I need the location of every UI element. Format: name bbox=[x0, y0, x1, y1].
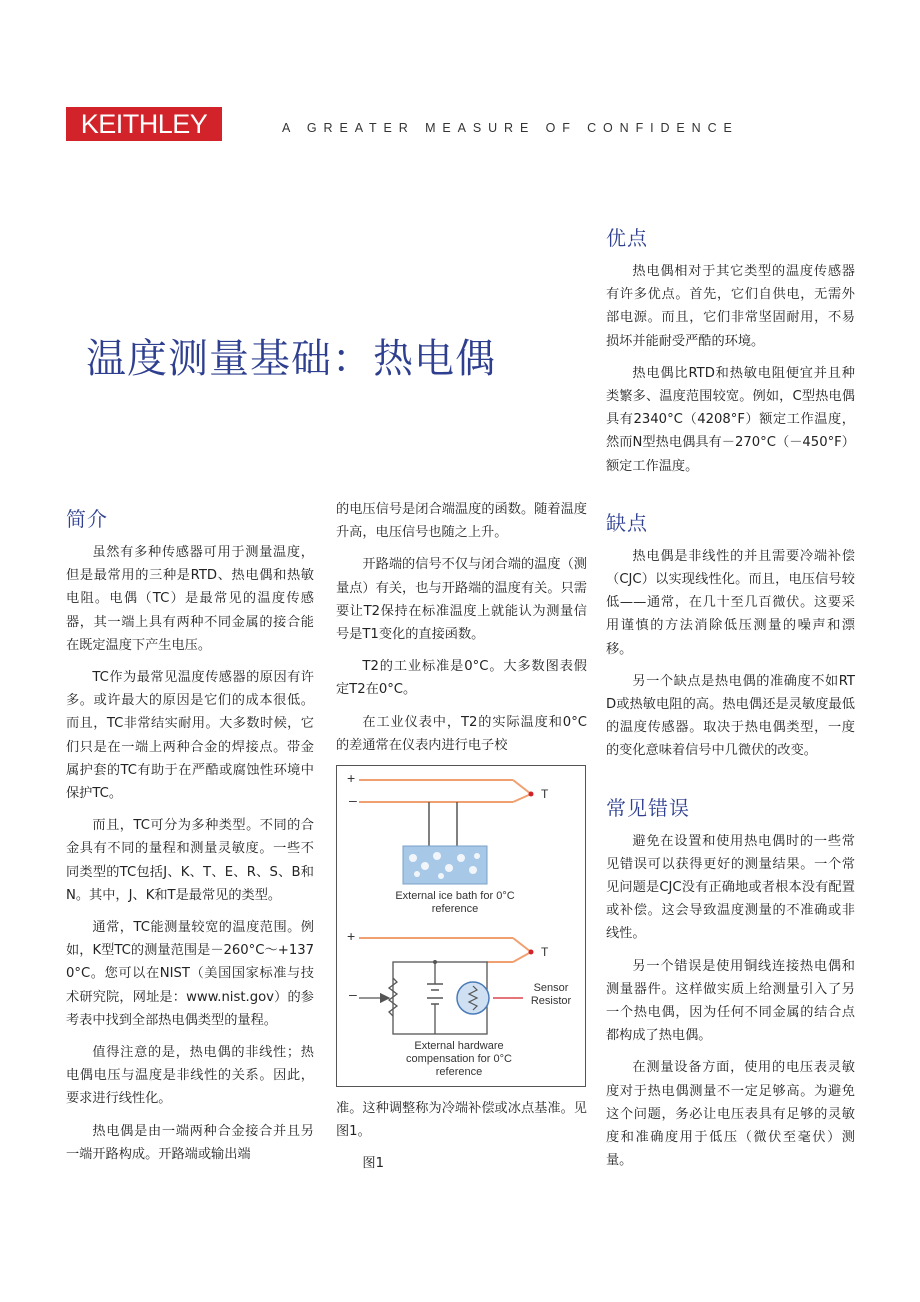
intro-paragraph-3: 而且，TC可分为多种类型。不同的合金具有不同的量程和测量灵敏度。一些不同类型的TC包括J、K、T、E、R、S、B和N。其中，J、K和T是最常见的类型。 bbox=[66, 818, 314, 903]
fig-plus-top: + bbox=[347, 770, 356, 787]
fig-minus-top: – bbox=[349, 792, 357, 809]
tagline: A GREATER MEASURE OF CONFIDENCE bbox=[282, 121, 739, 135]
middle-paragraph-2: 开路端的信号不仅与闭合端的温度（测量点）有关，也与开路端的温度有关。只需要让T2保持在标准温度上就能认为测量信号是T1变化的直接函数。 bbox=[336, 557, 587, 643]
fig-t-bottom: T bbox=[541, 945, 549, 960]
figure-caption: 图1 bbox=[362, 1156, 384, 1172]
disadvantages-heading: 缺点 bbox=[606, 510, 648, 535]
top-junction-dot bbox=[529, 792, 534, 797]
intro-paragraph-2: TC作为最常见温度传感器的原因有许多。或许最大的原因是它们的成本很低。而且，TC非常结实耐用。大多数时候，它们只是在一端上两种合金的焊接点。带金属护套的TC有助于在严酷或腐蚀性环境中保护TC。 bbox=[66, 670, 314, 802]
middle-paragraph-4: 在工业仪表中，T2的实际温度和0°C的差通常在仪表内进行电子校 bbox=[336, 714, 587, 753]
fig-hw-label: External hardware compensation for 0°C reference bbox=[406, 1040, 512, 1079]
figure-1-diagram bbox=[336, 765, 586, 1087]
keithley-logo: KEITHLEY bbox=[66, 107, 222, 141]
column-right bbox=[606, 222, 855, 1182]
fig-sensor-label: Sensor Resistor bbox=[530, 982, 572, 1008]
intro-paragraph-5: 值得注意的是，热电偶的非线性；热电偶电压与温度是非线性的关系。因此，要求进行线性化。 bbox=[66, 1045, 314, 1107]
column-intro bbox=[66, 503, 314, 1175]
ice-bath-icon bbox=[403, 846, 487, 884]
intro-paragraph-1: 虽然有多种传感器可用于测量温度，但是最常用的三种是RTD、热电偶和热敏电阻。电偶（TC）是最常见的温度传感器，其一端上具有两种不同金属的接合能在既定温度下产生电压。 bbox=[66, 545, 314, 653]
bottom-junction bbox=[513, 938, 531, 962]
column-middle bbox=[336, 498, 587, 1185]
fig-t-top: T bbox=[541, 787, 549, 802]
fig-plus-bottom: + bbox=[347, 928, 356, 945]
errors-heading: 常见错误 bbox=[606, 795, 690, 820]
intro-heading: 简介 bbox=[66, 507, 108, 531]
intro-paragraph-6: 热电偶是由一端两种合金接合并且另一端开路构成。开路端或输出端 bbox=[66, 1123, 314, 1162]
advantages-heading: 优点 bbox=[606, 226, 648, 250]
errors-paragraph-1: 避免在设置和使用热电偶时的一些常见错误可以获得更好的测量结果。一个常见问题是CJC没有正确地或者根本没有配置或补偿。这会导致温度测量的不准确或非线性。 bbox=[606, 833, 855, 942]
fig-minus-bottom: – bbox=[349, 986, 357, 1003]
middle-paragraph-3: T2的工业标准是0°C。大多数图表假定T2在0°C。 bbox=[336, 659, 587, 698]
page-title: 温度测量基础：热电偶 bbox=[86, 336, 496, 382]
disadvantages-paragraph-2: 另一个缺点是热电偶的准确度不如RTD或热敏电阻的高。热电偶还是灵敏度最低的温度传感器。取决于热电偶类型，一度的变化意味着信号中几微伏的改变。 bbox=[606, 673, 855, 759]
errors-paragraph-2: 另一个错误是使用铜线连接热电偶和测量器件。这样做实质上给测量引入了另一个热电偶，因为任何不同金属的结合点都构成了热电偶。 bbox=[606, 958, 855, 1044]
middle-paragraph-1: 的电压信号是闭合端温度的函数。随着温度升高，电压信号也随之上升。 bbox=[336, 502, 587, 541]
bottom-junction-dot bbox=[529, 950, 534, 955]
intro-paragraph-4: 通常，TC能测量较宽的温度范围。例如，K型TC的测量范围是－260°C～+1370°C。您可以在NIST（美国国家标准与技术研究院，网址是：www.nist.gov）的参考表中找到全部热电偶类型的量程。 bbox=[66, 920, 314, 1028]
errors-paragraph-3: 在测量设备方面，使用的电压表灵敏度对于热电偶测量不一定足够高。为避免这个问题，务必让电压表具有足够的灵敏度和准确度用于低压（微伏至毫伏）测量。 bbox=[606, 1060, 855, 1169]
disadvantages-paragraph-1: 热电偶是非线性的并且需要冷端补偿（CJC）以实现线性化。而且，电压信号较低——通常，在几十至几百微伏。这要采用谨慎的方法消除低压测量的噪声和漂移。 bbox=[606, 548, 855, 657]
fig-ice-bath-label: External ice bath for 0°C reference bbox=[395, 890, 515, 916]
advantages-paragraph-2: 热电偶比RTD和热敏电阻便宜并且种类繁多、温度范围较宽。例如，C型热电偶具有2340°C（4208°F）额定工作温度，然而N型热电偶具有－270°C（－450°F）额定工作温度。 bbox=[606, 365, 855, 474]
node-dot bbox=[433, 960, 437, 964]
advantages-paragraph-1: 热电偶相对于其它类型的温度传感器有许多优点。首先，它们自供电，无需外部电源。而且，它们非常坚固耐用，不易损坏并能耐受严酷的环境。 bbox=[606, 264, 855, 349]
cold-junction-diagram bbox=[337, 766, 585, 1086]
top-junction bbox=[513, 780, 531, 802]
middle-paragraph-5: 准。这种调整称为冷端补偿或冰点基准。见图1。 bbox=[336, 1101, 587, 1140]
